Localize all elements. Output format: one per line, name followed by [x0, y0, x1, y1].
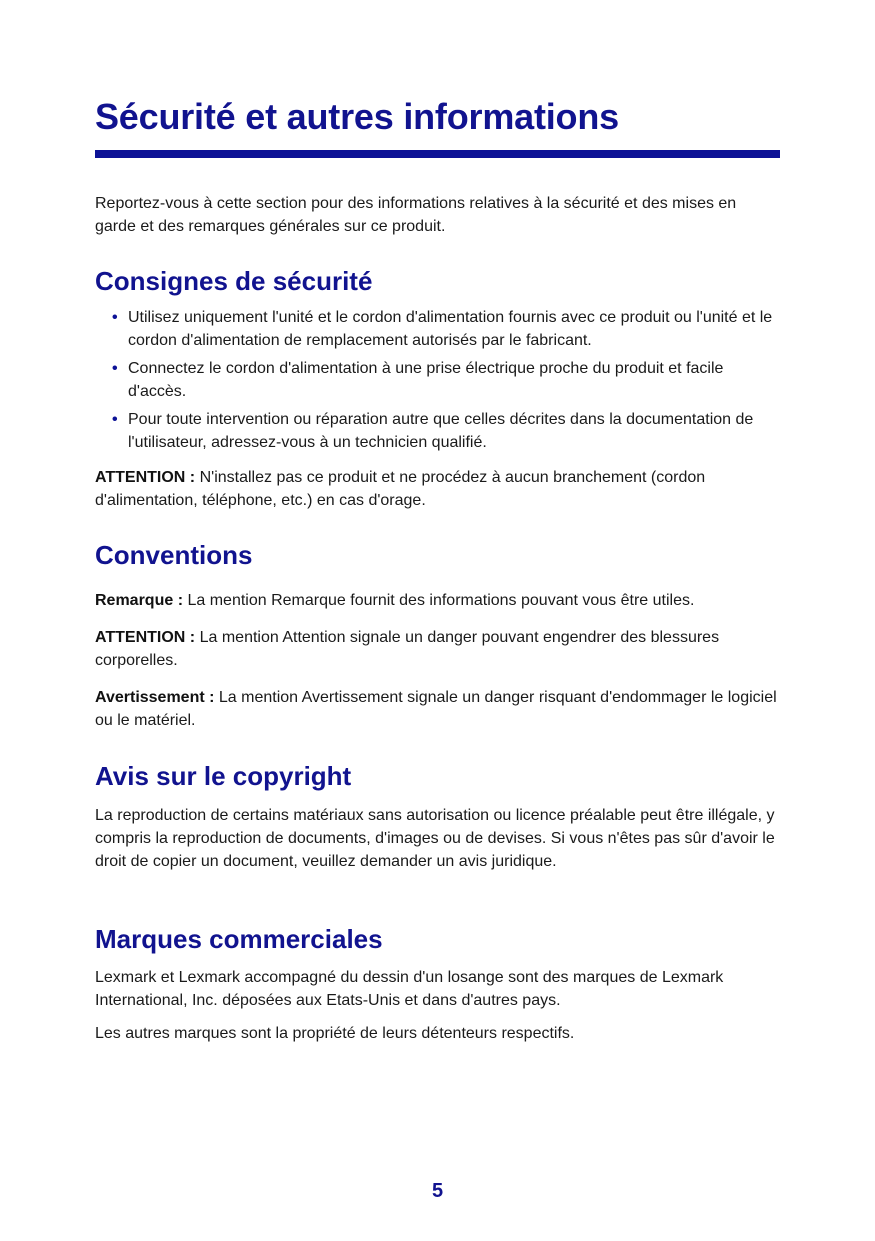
conventions-heading: Conventions — [95, 540, 253, 570]
trademarks-heading: Marques commerciales — [95, 924, 383, 954]
safety-bullet-list — [95, 306, 783, 459]
caution-label: ATTENTION : — [95, 469, 196, 486]
bullet-icon: • — [112, 360, 118, 377]
note-convention — [95, 589, 780, 612]
caution-label: ATTENTION : — [95, 629, 196, 646]
title-rule — [95, 150, 780, 158]
safety-caution — [95, 466, 780, 512]
safety-heading: Consignes de sécurité — [95, 266, 373, 296]
caution-text: La mention Attention signale un danger pouvant engendrer des blessures corporelles. — [95, 629, 720, 669]
trademarks-paragraph-2: Les autres marques sont la propriété de leurs détenteurs respectifs. — [95, 1025, 575, 1042]
warning-convention — [95, 686, 780, 732]
warning-label: Avertissement : — [95, 689, 215, 706]
intro-paragraph: Reportez-vous à cette section pour des informations relatives à la sécurité et des mises en garde et des remarques générales sur ce produit. — [95, 195, 737, 235]
list-item: • Connectez le cordon d'alimentation à une prise électrique proche du produit et facile d'accès. — [95, 357, 783, 403]
caution-convention — [95, 626, 780, 672]
copyright-paragraph: La reproduction de certains matériaux sans autorisation ou licence préalable peut être illégale, y compris la reproduction de documents, d'images ou de devises. Si vous n'êtes pas sûr d'avoir le droit de copier un document, veuillez demander un avis juridique. — [95, 807, 775, 870]
list-item: • Pour toute intervention ou réparation autre que celles décrites dans la documentation de l'utilisateur, adressez-vous à un technicien qualifié. — [95, 408, 783, 454]
list-item: • Utilisez uniquement l'unité et le cordon d'alimentation fournis avec ce produit ou l'unité et le cordon d'alimentation de remplacement autorisés par le fabricant. — [95, 306, 783, 352]
page-number: 5 — [431, 1180, 444, 1202]
page-title: Sécurité et autres informations — [95, 96, 619, 137]
note-text: La mention Remarque fournit des informations pouvant vous être utiles. — [187, 592, 695, 609]
bullet-icon: • — [112, 411, 118, 428]
caution-text: N'installez pas ce produit et ne procédez à aucun branchement (cordon d'alimentation, téléphone, etc.) en cas d'orage. — [95, 469, 706, 509]
warning-text: La mention Avertissement signale un danger risquant d'endommager le logiciel ou le matériel. — [95, 689, 777, 729]
bullet-icon: • — [112, 309, 118, 326]
note-label: Remarque : — [95, 592, 184, 609]
copyright-heading: Avis sur le copyright — [95, 761, 352, 791]
trademarks-paragraph: Lexmark et Lexmark accompagné du dessin d'un losange sont des marques de Lexmark International, Inc. déposées aux Etats-Unis et dans d'autres pays. — [95, 969, 724, 1009]
